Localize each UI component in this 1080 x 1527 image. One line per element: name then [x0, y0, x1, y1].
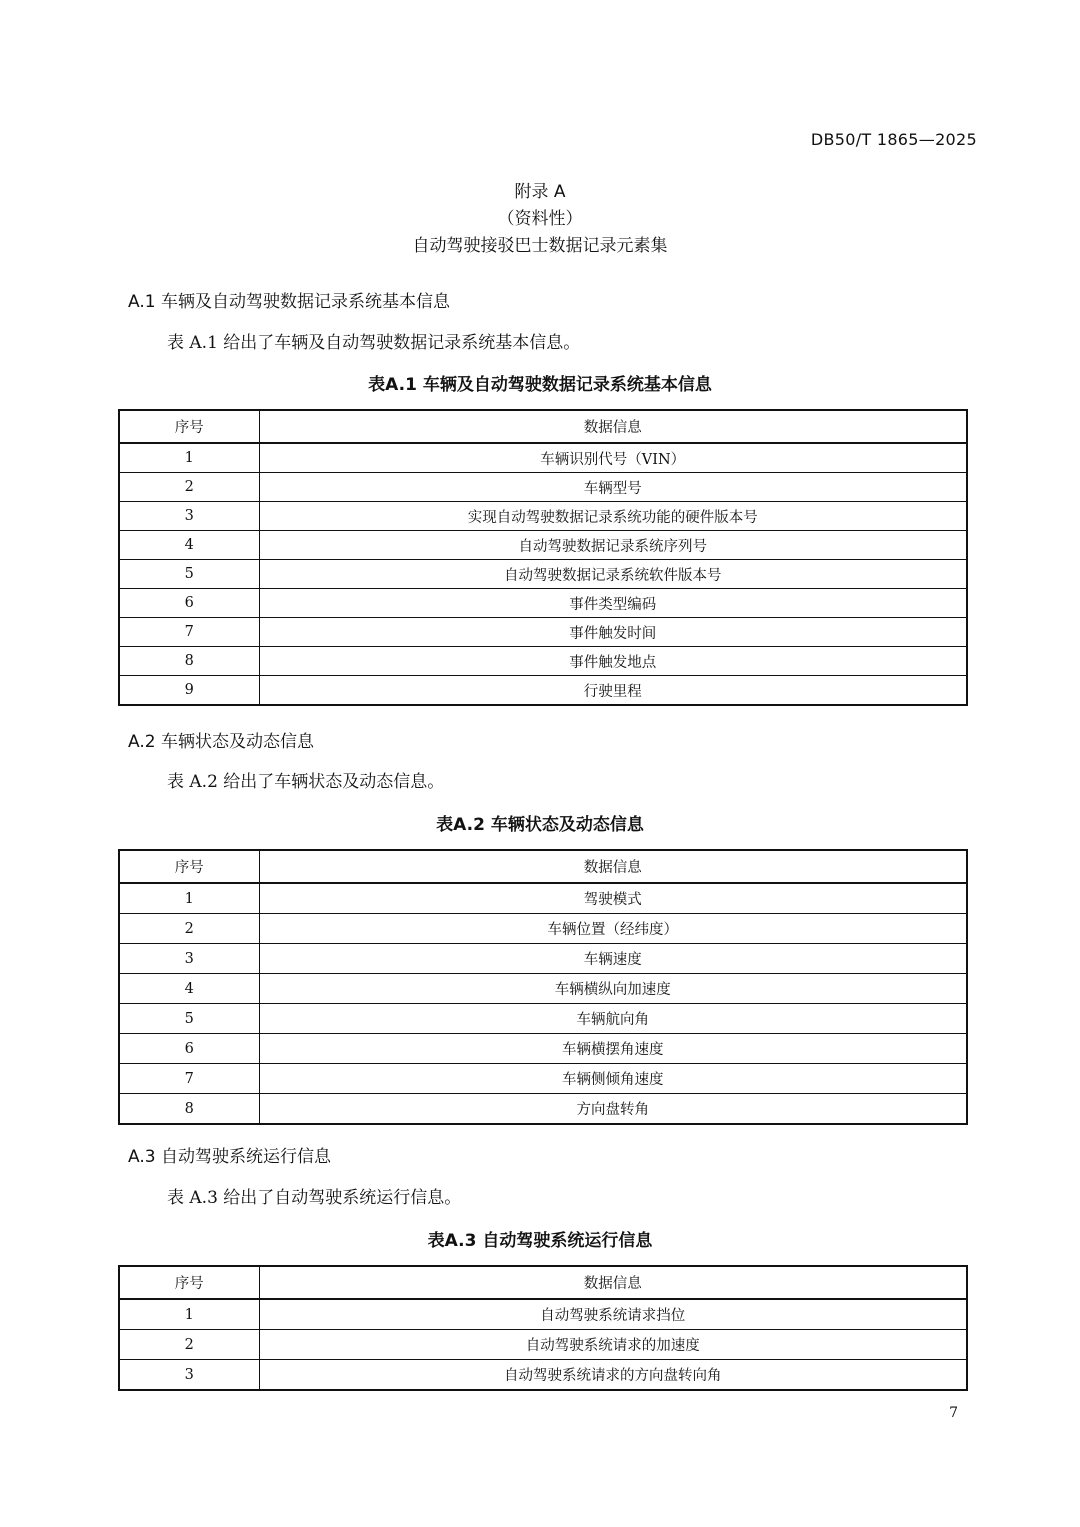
table-row — [119, 1064, 967, 1094]
table-row — [119, 589, 967, 618]
annex-title: 附录 A — [514, 182, 566, 202]
table-row — [119, 1034, 967, 1064]
row-index: 5 — [119, 560, 259, 589]
row-index: 6 — [119, 589, 259, 618]
row-info: 自动驾驶系统请求挡位 — [259, 1299, 967, 1330]
row-index: 9 — [119, 676, 259, 706]
row-index: 1 — [119, 1299, 259, 1330]
section-heading-a3: A.3 自动驾驶系统运行信息 — [128, 1147, 331, 1167]
data-table-a2 — [118, 849, 968, 1125]
table-header-row — [119, 410, 967, 443]
row-index: 8 — [119, 647, 259, 676]
table-row — [119, 618, 967, 647]
row-index: 3 — [119, 944, 259, 974]
row-index: 2 — [119, 1330, 259, 1360]
section-paragraph-a1: 表 A.1 给出了车辆及自动驾驶数据记录系统基本信息。 — [167, 333, 581, 353]
table-row — [119, 676, 967, 706]
row-info: 自动驾驶系统请求的方向盘转向角 — [259, 1360, 967, 1391]
column-header-index: 序号 — [119, 850, 259, 883]
section-paragraph-a3: 表 A.3 给出了自动驾驶系统运行信息。 — [167, 1188, 462, 1208]
table-caption-a3: 表A.3 自动驾驶系统运行信息 — [427, 1231, 653, 1251]
column-header-info: 数据信息 — [259, 1266, 967, 1299]
table-row — [119, 1299, 967, 1330]
row-info: 实现自动驾驶数据记录系统功能的硬件版本号 — [259, 502, 967, 531]
table-row — [119, 883, 967, 914]
table-row — [119, 647, 967, 676]
row-index: 1 — [119, 443, 259, 473]
section-paragraph-a2: 表 A.2 给出了车辆状态及动态信息。 — [167, 772, 445, 792]
row-index: 5 — [119, 1004, 259, 1034]
row-info: 自动驾驶数据记录系统序列号 — [259, 531, 967, 560]
table-row — [119, 944, 967, 974]
row-index: 4 — [119, 974, 259, 1004]
table-row — [119, 1094, 967, 1125]
column-header-index: 序号 — [119, 410, 259, 443]
row-info: 车辆侧倾角速度 — [259, 1064, 967, 1094]
row-index: 2 — [119, 473, 259, 502]
page-number: 7 — [949, 1405, 958, 1421]
table-row — [119, 974, 967, 1004]
row-info: 事件触发地点 — [259, 647, 967, 676]
row-info: 车辆横摆角速度 — [259, 1034, 967, 1064]
data-table-a1 — [118, 409, 968, 706]
data-table-a3 — [118, 1265, 968, 1391]
table-caption-a1: 表A.1 车辆及自动驾驶数据记录系统基本信息 — [368, 375, 712, 395]
document-id: DB50/T 1865—2025 — [810, 130, 977, 149]
row-info: 驾驶模式 — [259, 883, 967, 914]
row-index: 4 — [119, 531, 259, 560]
table-header-row — [119, 850, 967, 883]
row-index: 6 — [119, 1034, 259, 1064]
row-info: 自动驾驶数据记录系统软件版本号 — [259, 560, 967, 589]
table-row — [119, 1360, 967, 1391]
column-header-info: 数据信息 — [259, 410, 967, 443]
row-info: 车辆型号 — [259, 473, 967, 502]
column-header-index: 序号 — [119, 1266, 259, 1299]
row-index: 1 — [119, 883, 259, 914]
annex-name: 自动驾驶接驳巴士数据记录元素集 — [412, 236, 668, 256]
row-info: 车辆速度 — [259, 944, 967, 974]
row-index: 8 — [119, 1094, 259, 1125]
row-info: 车辆航向角 — [259, 1004, 967, 1034]
row-info: 行驶里程 — [259, 676, 967, 706]
annex-nature: （资料性） — [497, 209, 583, 229]
row-index: 7 — [119, 1064, 259, 1094]
section-heading-a2: A.2 车辆状态及动态信息 — [128, 732, 314, 752]
row-index: 2 — [119, 914, 259, 944]
row-index: 7 — [119, 618, 259, 647]
row-info: 事件类型编码 — [259, 589, 967, 618]
table-row — [119, 914, 967, 944]
table-row — [119, 502, 967, 531]
section-heading-a1: A.1 车辆及自动驾驶数据记录系统基本信息 — [128, 292, 450, 312]
column-header-info: 数据信息 — [259, 850, 967, 883]
table-row — [119, 1004, 967, 1034]
row-info: 方向盘转角 — [259, 1094, 967, 1125]
table-row — [119, 443, 967, 473]
row-info: 自动驾驶系统请求的加速度 — [259, 1330, 967, 1360]
table-caption-a2: 表A.2 车辆状态及动态信息 — [436, 815, 644, 835]
row-info: 事件触发时间 — [259, 618, 967, 647]
row-index: 3 — [119, 502, 259, 531]
row-info: 车辆横纵向加速度 — [259, 974, 967, 1004]
row-info: 车辆位置（经纬度） — [259, 914, 967, 944]
table-row — [119, 531, 967, 560]
row-info: 车辆识别代号（VIN） — [259, 443, 967, 473]
table-header-row — [119, 1266, 967, 1299]
row-index: 3 — [119, 1360, 259, 1391]
table-row — [119, 560, 967, 589]
table-row — [119, 1330, 967, 1360]
table-row — [119, 473, 967, 502]
